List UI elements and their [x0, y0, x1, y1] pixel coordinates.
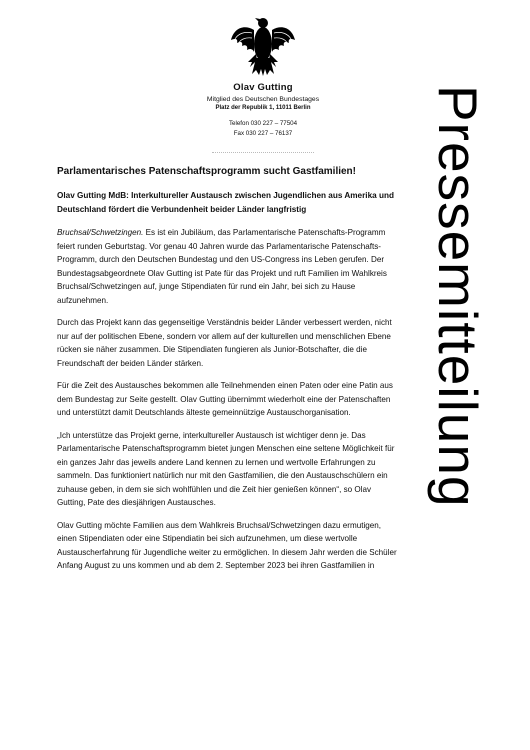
paragraph-3: Für die Zeit des Austausches bekommen alle Teilnehmenden einen Paten oder eine Patin aus dem Bundestag zur Seite gestellt. Olav Gutting übernimmt wiederholt eine der Patenschaften und unterstützt damit Deutschlands älteste gemeinnützige Austauschorganisation. [57, 381, 393, 417]
mp-role: Mitglied des Deutschen Bundestages [206, 96, 320, 103]
mp-address: Platz der Republik 1, 11011 Berlin [215, 105, 311, 111]
federal-eagle-icon [230, 14, 296, 76]
press-release-label: Pressemitteilung [427, 85, 489, 508]
article-subtitle: Olav Gutting MdB: Interkultureller Austausch zwischen Jugendlichen aus Amerika und Deutschland fördert die Verbundenheit beider Länder langfristig [57, 191, 394, 214]
mp-name: Olav Gutting [233, 82, 293, 93]
paragraph-5: Olav Gutting möchte Familien aus dem Wahlkreis Bruchsal/Schwetzingen dazu ermutigen, einen Stipendiaten oder eine Stipendiatin bei sich aufzunehmen, um diese wertvolle Austauscherfahrung für Jugendliche weiter zu ermöglichen. In diesem Jahr werden die Schüler Anfang August zu uns kommen und ab dem 2. September 2023 bei ihren Gastfamilien in [57, 520, 397, 570]
paragraph-2: Durch das Projekt kann das gegenseitige Verständnis beider Länder verbessert werden, nicht nur auf der politischen Ebene, sondern vor allem auf der kulturellen und menschlichen Ebene rücken sie näher zusammen. Die Stipendiaten fungieren als Junior-Botschafter, die die Freundschaft der beiden Länder stärken. [57, 318, 392, 368]
letterhead [150, 82, 376, 139]
article-title: Parlamentarisches Patenschaftsprogramm sucht Gastfamilien! [57, 166, 356, 177]
cut-off-line [212, 152, 314, 156]
phone-number: Telefon 030 227 – 77504 [228, 120, 298, 127]
paragraph-1-text: Es ist ein Jubiläum, das Parlamentarische Patenschafts-Programm feiert runden Geburtstag. Vor genau 40 Jahren wurde das Parlamentarische Patenschafts-Programm, durch den Deutschen Bundestag und den US-Congress ins Leben gerufen. Der Bundestagsabgeordnete Olav Gutting ist Pate für das Projekt und ruft Familien im Wahlkreis Bruchsal/Schwetzingen auf, junge Stipendiaten für rund ein Jahr, bei sich zu Hause aufzunehmen. [57, 228, 387, 305]
contact-block [150, 119, 376, 139]
fax-number: Fax 030 227 – 76137 [233, 130, 293, 137]
article-body [57, 166, 400, 582]
paragraph-1 [57, 226, 400, 307]
dateline-place: Bruchsal/Schwetzingen. [57, 228, 144, 237]
paragraph-4: „Ich unterstütze das Projekt gerne, interkultureller Austausch ist wichtiger denn je. Das Parlamentarische Patenschaftsprogramm bietet jungen Menschen eine seltene Möglichkeit für ein ganzes Jahr das jeweils andere Land kennen zu lernen und wertvolle Erfahrungen zu sammeln. Das funktioniert natürlich nur mit den Gastfamilien, die den Austauschschülern ein zuhause geben, in dem sie sich wohlfühlen und die Zeit hier genießen können“, so Olav Gutting, Pate des diesjährigen Austausches. [57, 430, 395, 507]
